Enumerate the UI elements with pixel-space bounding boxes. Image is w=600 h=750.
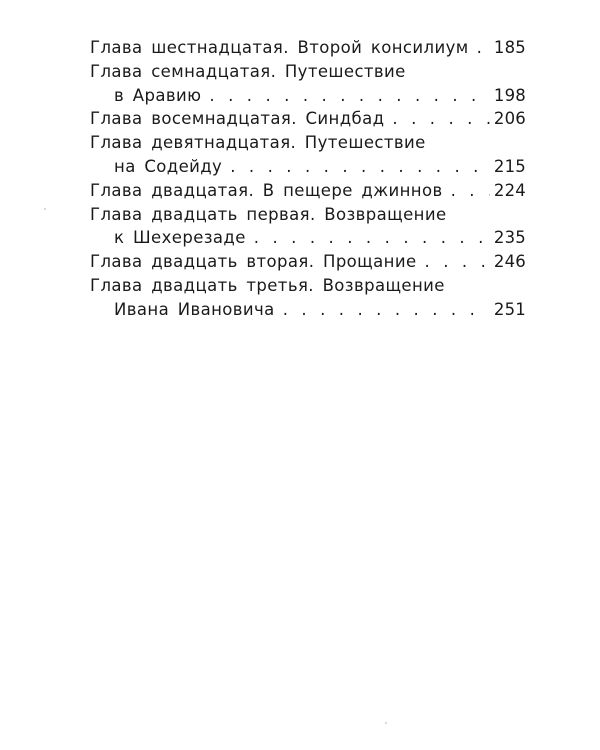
toc-line <box>90 62 526 86</box>
toc-entry-title: Глава двадцать первая. Возвращение <box>90 204 447 224</box>
dot-leader <box>392 109 489 128</box>
toc-line <box>90 205 526 229</box>
toc-entry-title-continuation: в Аравию <box>114 85 202 105</box>
dot-leader <box>451 181 490 200</box>
toc-line-continuation <box>90 300 526 324</box>
toc-line <box>90 109 526 133</box>
toc-page-number: 185 <box>493 38 526 57</box>
toc-entry-title: Глава восемнадцатая. Синдбад <box>90 109 385 129</box>
dot-leader <box>230 157 490 176</box>
dot-leader <box>209 86 490 105</box>
toc-entry-chapter-18 <box>90 109 526 133</box>
toc-page-number: 206 <box>493 109 526 129</box>
toc-entry-chapter-19 <box>90 133 526 181</box>
toc-page-number: 215 <box>493 156 526 176</box>
toc-line <box>90 252 526 276</box>
table-of-contents <box>90 38 526 324</box>
toc-page-number: 246 <box>493 252 526 272</box>
toc-entry-chapter-16 <box>90 38 526 62</box>
toc-entry-chapter-17 <box>90 62 526 110</box>
toc-entry-chapter-22 <box>90 252 526 276</box>
toc-entry-title: Глава девятнадцатая. Путешествие <box>90 133 426 153</box>
toc-page-number: 235 <box>493 228 526 248</box>
toc-entry-title: Глава шестнадцатая. Второй консилиум <box>90 38 469 57</box>
toc-entry-chapter-23 <box>90 276 526 324</box>
toc-entry-title: Глава двадцатая. В пещере джиннов <box>90 180 443 200</box>
dot-leader <box>254 228 490 247</box>
toc-entry-title-continuation: к Шехерезаде <box>114 228 246 248</box>
toc-line-continuation <box>90 228 526 252</box>
toc-line-continuation <box>90 157 526 181</box>
toc-line <box>90 38 526 62</box>
dot-leader <box>283 300 490 319</box>
paper-speck <box>44 208 46 210</box>
toc-page-number: 224 <box>493 180 526 200</box>
toc-entry-chapter-21 <box>90 205 526 253</box>
toc-entry-title: Глава двадцать третья. Возвращение <box>90 275 445 295</box>
toc-line <box>90 133 526 157</box>
toc-page-number: 198 <box>493 85 526 105</box>
toc-entry-title-continuation: на Содейду <box>114 156 223 176</box>
toc-line <box>90 181 526 205</box>
toc-entry-chapter-20 <box>90 181 526 205</box>
toc-page-number: 251 <box>493 299 526 319</box>
paper-speck <box>385 722 387 724</box>
dot-leader <box>425 252 490 271</box>
toc-entry-title: Глава двадцать вторая. Прощание <box>90 252 417 272</box>
dot-leader <box>477 38 490 57</box>
toc-entry-title-continuation: Ивана Ивановича <box>114 299 275 319</box>
toc-line <box>90 276 526 300</box>
toc-line-continuation <box>90 86 526 110</box>
toc-entry-title: Глава семнадцатая. Путешествие <box>90 61 406 81</box>
